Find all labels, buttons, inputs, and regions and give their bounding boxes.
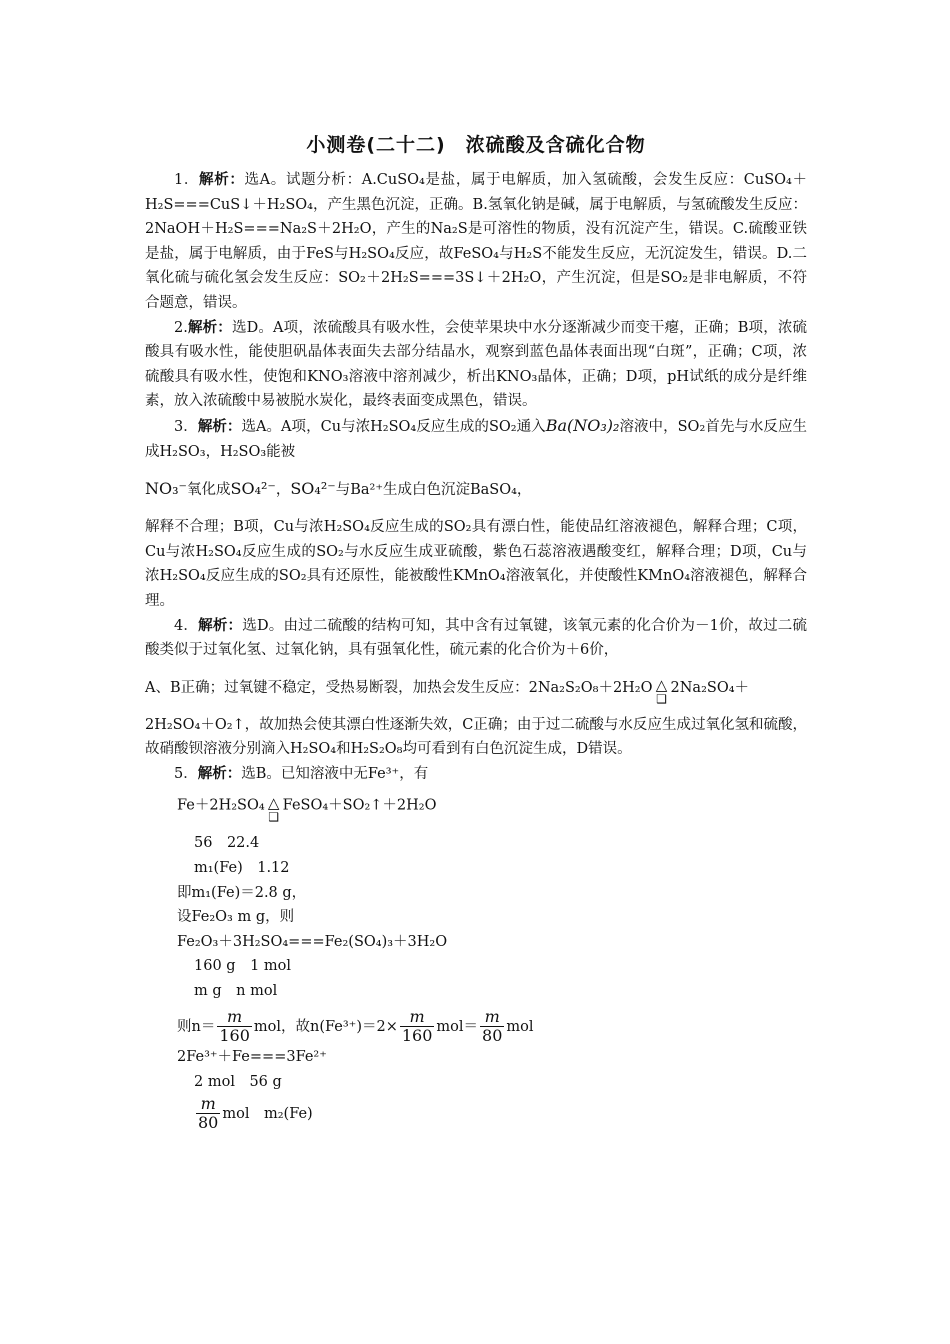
answer-5-intro: 选B。已知溶液中无Fe³⁺，有 [241, 765, 429, 782]
page-title: 小测卷(二十二) 浓硫酸及含硫化合物 [306, 134, 646, 156]
answer-4-text-a: 选D。由过二硫酸的结构可知，其中含有过氧键，该氧元素的化合价为－1价，故过二硫酸类似于过氧化氢、过氧化钠，具有强氧化性，硫元素的化合价为＋6价， [145, 617, 808, 659]
fraction-numerator-3: m [480, 1008, 504, 1027]
calc-row-1: 56 22.4 [194, 835, 260, 852]
calc-row-2: m₁(Fe) 1.12 [194, 860, 290, 877]
answer-4-text-b: A、B正确；过氧键不稳定，受热易断裂，加热会发生反应：2Na₂S₂O₈＋2H₂O [145, 679, 653, 696]
fraction-m-over-160 [217, 1008, 252, 1046]
calc-row-8-a: 则n＝ [177, 1018, 216, 1035]
calc-row-8-d: mol [506, 1018, 534, 1035]
answer-3-text-f: 解释不合理；B项，Cu与浓H₂SO₄反应生成的SO₂具有漂白性，能使品红溶液褪色，解释合理；C项，Cu与浓H₂SO₄反应生成的SO₂与水反应生成亚硫酸，紫色石蕊溶液遇酸变红，解释合理；D项，Cu与浓H₂SO₄反应生成的SO₂具有还原性，能被酸性KMnO₄溶液氧化，并使酸性KMnO₄溶液褪色，解释合理。 [145, 519, 807, 609]
answer-3 [145, 414, 807, 464]
sulfate-ion: SO₄²⁻ [230, 479, 276, 499]
calc-row-9: 2Fe³⁺＋Fe===3Fe²⁺ [177, 1049, 327, 1066]
answer-3-text-b: 溶液中，SO₂首先与水反应生成H₂SO₃，H₂SO₃能被 [145, 418, 808, 460]
answer-4-number: 4． [174, 617, 199, 634]
document-page [145, 130, 807, 1132]
placeholder-box-icon-2: ❑ [268, 810, 280, 825]
equation-1-left: Fe＋2H₂SO₄ [177, 797, 265, 814]
fraction-numerator-4: m [196, 1095, 220, 1114]
fraction-m-over-80-second [196, 1095, 220, 1133]
answer-5-label: 解析： [197, 765, 242, 782]
calc-row-11 [145, 1095, 807, 1133]
answer-5 [145, 762, 807, 787]
answer-2 [145, 316, 807, 414]
fraction-numerator: m [217, 1008, 252, 1027]
answer-2-label: 解析： [187, 319, 232, 336]
heating-symbol [653, 678, 671, 705]
heat-triangle-icon: △ [655, 676, 668, 695]
answer-1-text: 选A。试题分析：A.CuSO₄是盐，属于电解质，加入氢硫酸，会发生反应：CuSO₄＋H₂S===CuS↓＋H₂SO₄，产生黑色沉淀，正确。B.氢氧化钠是碱，属于电解质，与氢硫酸发生反应：2NaOH＋H₂S===Na₂S＋2H₂O，产生的Na₂S是可溶性的物质，没有沉淀产生，错误。C.硫酸亚铁是盐，属于电解质，由于FeS与H₂SO₄反应，故FeSO₄与H₂S不能发生反应，无沉淀发生，错误。D.二氧化硫与硫化氢会发生反应：SO₂＋2H₂S===3S↓＋2H₂O，产生沉淀，但是SO₂是非电解质，不符合题意，错误。 [145, 172, 808, 311]
calc-row-4: 设Fe₂O₃ m g，则 [177, 909, 295, 926]
answer-4-text-c: 2Na₂SO₄＋ [670, 679, 750, 696]
answer-4-equation-line [145, 663, 807, 713]
calc-row-3: 即m₁(Fe)＝2.8 g， [177, 884, 307, 901]
fraction-denominator: 160 [219, 1026, 250, 1046]
answer-1-number: 1． [174, 172, 200, 188]
calc-row-11-text: mol m₂(Fe) [222, 1105, 313, 1122]
answer-1 [145, 168, 807, 316]
fraction-denominator-3: 80 [482, 1026, 503, 1046]
answer-3-text-d: ， [275, 482, 291, 499]
answer-3-label: 解析： [197, 418, 242, 435]
answer-3-number: 3． [174, 418, 198, 435]
fraction-numerator-2: m [400, 1008, 435, 1027]
calc-row-6: 160 g 1 mol [194, 958, 292, 975]
calc-row-5: Fe₂O₃＋3H₂SO₄===Fe₂(SO₄)₃＋3H₂O [177, 933, 448, 950]
sulfate-ion-second: SO₄²⁻ [290, 479, 336, 499]
fraction-m-over-160-second [400, 1008, 435, 1046]
answer-3-line-ions [145, 464, 807, 515]
fraction-denominator-4: 80 [198, 1112, 219, 1132]
heating-symbol-2 [265, 796, 283, 823]
calc-row-8-c: mol＝ [436, 1018, 479, 1035]
fraction-m-over-80 [480, 1008, 504, 1046]
answer-5-number: 5． [174, 765, 198, 782]
answer-4-label: 解析： [198, 617, 243, 634]
calc-row-7: m g n mol [194, 983, 278, 1000]
placeholder-box-icon: ❑ [656, 692, 667, 707]
answer-4 [145, 614, 807, 663]
equation-1-right: FeSO₄＋SO₂↑＋2H₂O [282, 797, 437, 814]
answer-4-text-d: 2H₂SO₄＋O₂↑，故加热会使其漂白性逐渐失效，C正确；由于过二硫酸与水反应生成过氧化氢和硫酸，故硝酸钡溶液分别滴入H₂SO₄和H₂S₂O₈均可看到有白色沉淀生成，D错误。 [145, 716, 807, 758]
answer-2-text: 选D。A项，浓硫酸具有吸水性，会使苹果块中水分逐渐减少而变干瘪，正确；B项，浓硫酸具有吸水性，能使胆矾晶体表面失去部分结晶水，观察到蓝色晶体表面出现“白斑”，正确；C项，浓硫酸具有吸水性，使饱和KNO₃溶液中溶剂减少，析出KNO₃晶体，正确；D项，pH试纸的成分是纤维素，放入浓硫酸中易被脱水炭化，最终表面变成黑色，错误。 [145, 319, 808, 410]
calc-row-10: 2 mol 56 g [194, 1074, 282, 1090]
equation-fe-h2so4 [145, 792, 807, 825]
calc-row-8-b: mol，故n(Fe³⁺)＝2× [253, 1018, 398, 1035]
answer-2-number: 2. [174, 319, 188, 336]
answer-3-text-e: 与Ba²⁺生成白色沉淀BaSO₄， [335, 482, 532, 499]
answer-3-text-c: 氧化成 [186, 482, 231, 499]
answer-3-text-a: 选A。A项，Cu与浓H₂SO₄反应生成的SO₂通入 [241, 418, 546, 435]
calc-row-8 [145, 1008, 807, 1046]
heat-triangle-icon-2: △ [267, 794, 280, 813]
nitrate-ion: NO₃⁻ [145, 479, 187, 499]
answer-1-label: 解析： [199, 172, 245, 188]
barium-nitrate-formula: Ba(NO₃)₂ [545, 415, 620, 435]
fraction-denominator-2: 160 [401, 1026, 433, 1046]
